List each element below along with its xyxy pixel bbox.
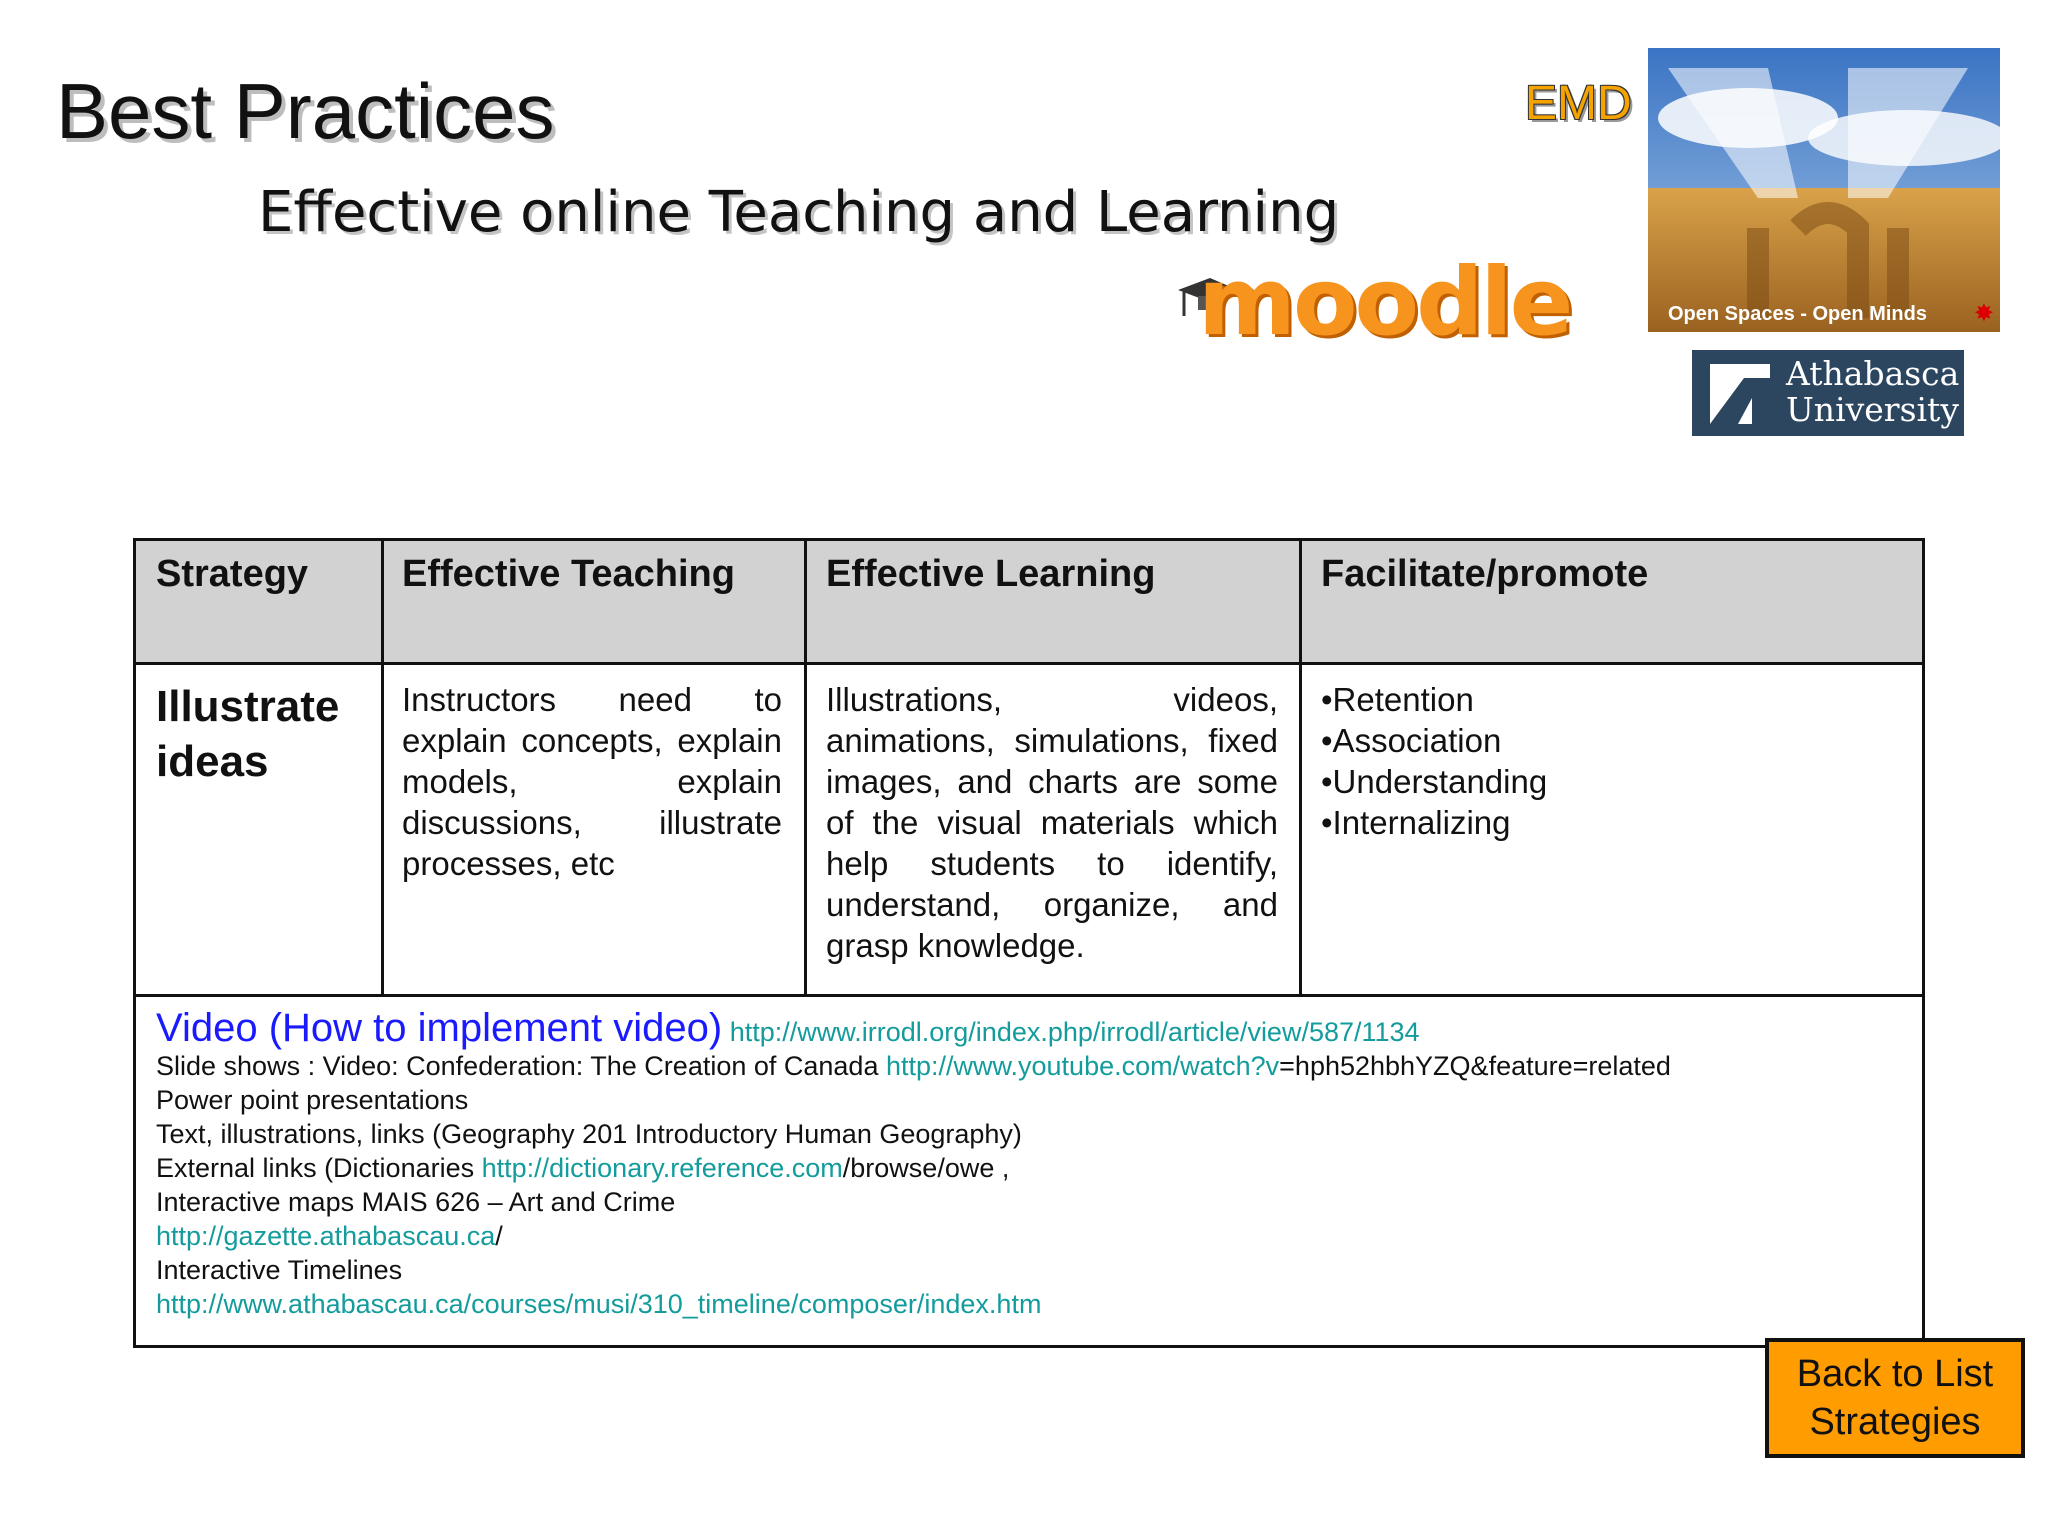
- emd-label: EMD: [1525, 77, 1632, 130]
- back-to-list-button[interactable]: Back to List Strategies: [1765, 1338, 2025, 1458]
- gazette-link[interactable]: http://gazette.athabascau.ca: [156, 1221, 496, 1251]
- header-strategy: Strategy: [156, 553, 309, 595]
- athabasca-wordmark: Athabasca University: [1786, 354, 1960, 429]
- slide-title: Best Practices: [56, 67, 555, 155]
- text-illustrations-line: Text, illustrations, links (Geography 201 Introductory Human Geography): [156, 1119, 1022, 1149]
- landscape-image: [1648, 48, 2000, 332]
- header-effective-teaching: Effective Teaching: [402, 553, 735, 595]
- interactive-maps-line: Interactive maps MAIS 626 – Art and Crime: [156, 1187, 676, 1217]
- athabasca-a-icon: [1704, 358, 1784, 428]
- open-spaces-image: [1648, 48, 2000, 332]
- facilitate-item: •Internalizing: [1321, 804, 1511, 841]
- moodle-logo-text: moodle: [1198, 248, 1571, 357]
- facilitate-item: •Understanding: [1321, 763, 1548, 800]
- youtube-link[interactable]: http://www.youtube.com/watch?v: [885, 1051, 1280, 1081]
- header-effective-learning: Effective Learning: [826, 553, 1156, 595]
- athabasca-logo: [1692, 350, 1964, 436]
- facilitate-item: •Association: [1321, 722, 1502, 759]
- interactive-timelines-line: Interactive Timelines: [156, 1255, 403, 1285]
- timeline-line: [156, 1287, 1671, 1321]
- header-facilitate-promote: Facilitate/promote: [1321, 553, 1649, 595]
- learning-cell: Illustrations, videos, animations, simulations, fixed images, and charts are some of the visual materials which help students to identify, understand, organize, and grasp knowledge.: [826, 681, 1278, 964]
- video-link-label[interactable]: Video (How to implement video): [156, 1006, 723, 1050]
- moodle-logo: [1176, 248, 1571, 357]
- strategy-cell: Illustrate ideas: [156, 682, 340, 786]
- irrodl-link[interactable]: http://www.irrodl.org/index.php/irrodl/article/view/587/1134: [729, 1017, 1420, 1047]
- external-links-line: External links (Dictionaries http://dictionary.reference.com/browse/owe ,: [156, 1153, 1010, 1183]
- slide-shows-line: Slide shows : Video: Confederation: The Creation of Canada http://www.youtube.com/watch?v=hph52hbhYZQ&feature=related: [156, 1051, 1671, 1081]
- hero-caption: Open Spaces - Open Minds: [1668, 303, 1927, 325]
- timeline-link[interactable]: http://www.athabascau.ca/courses/musi/310_timeline/composer/index.htm: [156, 1289, 1042, 1319]
- facilitate-item: •Retention: [1321, 681, 1474, 718]
- maple-leaf-icon: ✸: [1973, 300, 1994, 327]
- facilitate-cell: [1321, 679, 1881, 843]
- slide-subtitle: Effective online Teaching and Learning: [258, 180, 1340, 245]
- best-practices-table: [133, 538, 1925, 1348]
- dictionary-link[interactable]: http://dictionary.reference.com: [481, 1153, 843, 1183]
- powerpoint-line: Power point presentations: [156, 1085, 469, 1115]
- resources-cell: [156, 1006, 1671, 1321]
- teaching-cell: Instructors need to explain concepts, explain models, explain discussions, illustrate processes, etc: [402, 681, 782, 882]
- video-line: [156, 1006, 1671, 1050]
- gazette-line: http://gazette.athabascau.ca/: [156, 1221, 503, 1251]
